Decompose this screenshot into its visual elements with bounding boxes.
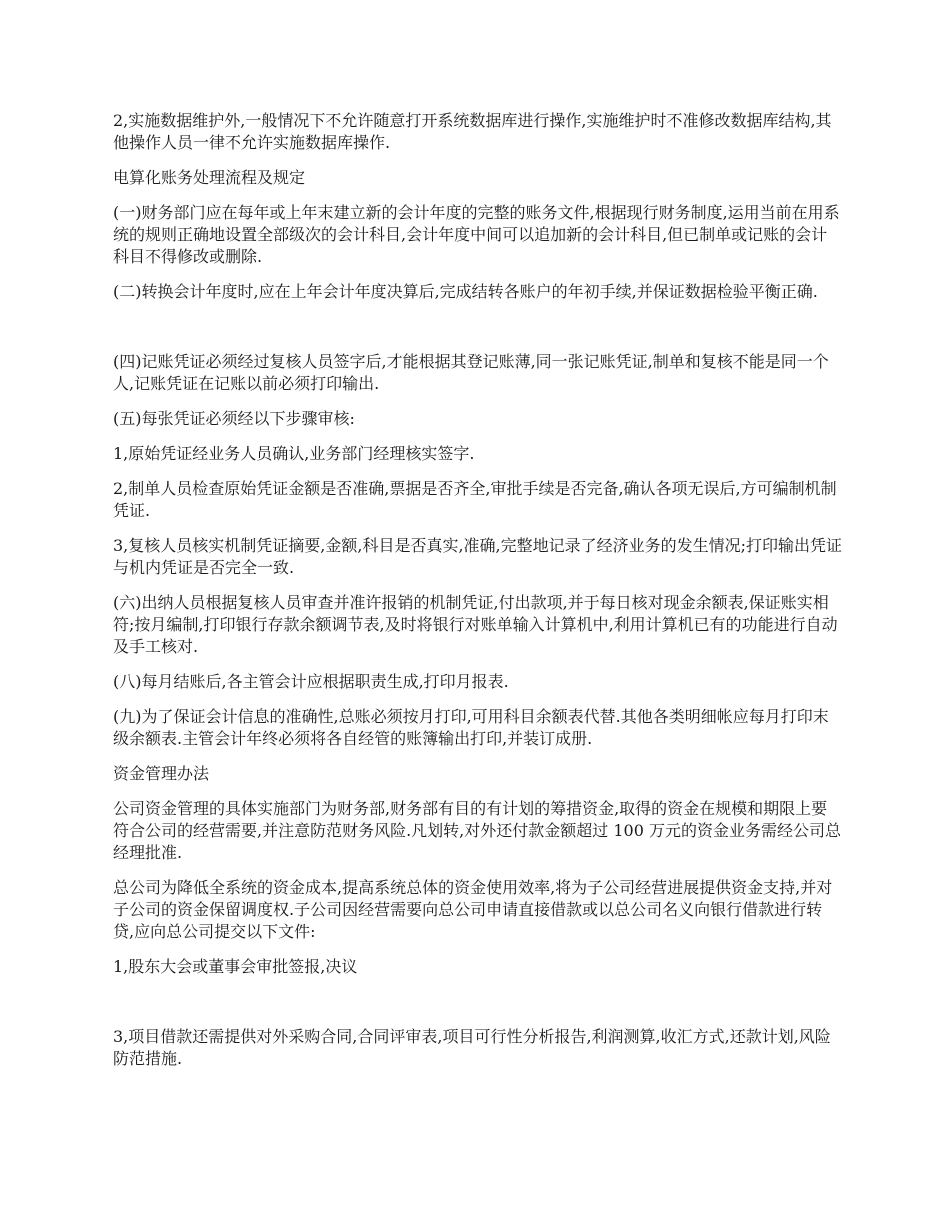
paragraph-item-2: (二)转换会计年度时,应在上年会计年度决算后,完成结转各账户的年初手续,并保证数据检验平衡正确. xyxy=(113,282,818,301)
paragraph-item-1: (一)财务部门应在每年或上年末建立新的会计年度的完整的账务文件,根据现行财务制度,运用当前在用系统的规则正确地设置全部级次的会计科目,会计年度中间可以追加新的会计科目,但已制单或记账的会计科目不得修改或删除. xyxy=(113,203,840,266)
paragraph-step-3: 3,复核人员核实机制凭证摘要,金额,科目是否真实,准确,完整地记录了经济业务的发生情况;打印输出凭证与机内凭证是否完全一致. xyxy=(113,536,843,577)
paragraph-item-9: (九)为了保证会计信息的准确性,总账必须按月打印,可用科目余额表代替.其他各类明细帐应每月打印末级余额表.主管会计年终必须将各自经管的账簿输出打印,并装订成册. xyxy=(113,707,829,748)
paragraph-item-6: (六)出纳人员根据复核人员审查并准许报销的机制凭证,付出款项,并于每日核对现金余额表,保证账实相符;按月编制,打印银行存款余额调节表,及时将银行对账单输入计算机中,利用计算机已有的功能进行自动及手工核对. xyxy=(113,593,838,656)
heading-accounting-process: 电算化账务处理流程及规定 xyxy=(113,168,306,187)
paragraph-item-4: (四)记账凭证必须经过复核人员签字后,才能根据其登记账薄,同一张记账凭证,制单和复核不能是同一个人,记账凭证在记账以前必须打印输出. xyxy=(113,352,829,393)
paragraph-document-1: 1,股东大会或董事会审批签报,决议 xyxy=(113,957,358,976)
paragraph-step-1: 1,原始凭证经业务人员确认,业务部门经理核实签字. xyxy=(113,444,475,463)
paragraph-step-2: 2,制单人员检查原始凭证金额是否准确,票据是否齐全,审批手续是否完备,确认各项无误后,方可编制机制凭证. xyxy=(113,479,837,520)
heading-fund-management: 资金管理办法 xyxy=(113,764,210,783)
paragraph-headquarters-support: 总公司为降低全系统的资金成本,提高系统总体的资金使用效率,将为子公司经营进展提供资金支持,并对子公司的资金保留调度权.子公司因经营需要向总公司申请直接借款或以总公司名义向银行借款进行转贷,应向总公司提交以下文件: xyxy=(113,878,833,941)
paragraph-item-8: (八)每月结账后,各主管会计应根据职责生成,打印月报表. xyxy=(113,672,509,691)
paragraph-fund-department: 公司资金管理的具体实施部门为财务部,财务部有目的有计划的筹措资金,取得的资金在规模和期限上要符合公司的经营需要,并注意防范财务风险.凡划转,对外还付款金额超过 100 万元的资金业务需经公司总经理批准. xyxy=(113,799,841,862)
paragraph-db-maintenance: 2,实施数据维护外,一般情况下不允许随意打开系统数据库进行操作,实施维护时不准修改数据库结构,其他操作人员一律不允许实施数据库操作. xyxy=(113,111,832,152)
paragraph-item-5: (五)每张凭证必须经以下步骤审核: xyxy=(113,409,355,428)
paragraph-document-3: 3,项目借款还需提供对外采购合同,合同评审表,项目可行性分析报告,利润测算,收汇方式,还款计划,风险防范措施. xyxy=(113,1027,831,1068)
document-body xyxy=(113,110,843,1083)
